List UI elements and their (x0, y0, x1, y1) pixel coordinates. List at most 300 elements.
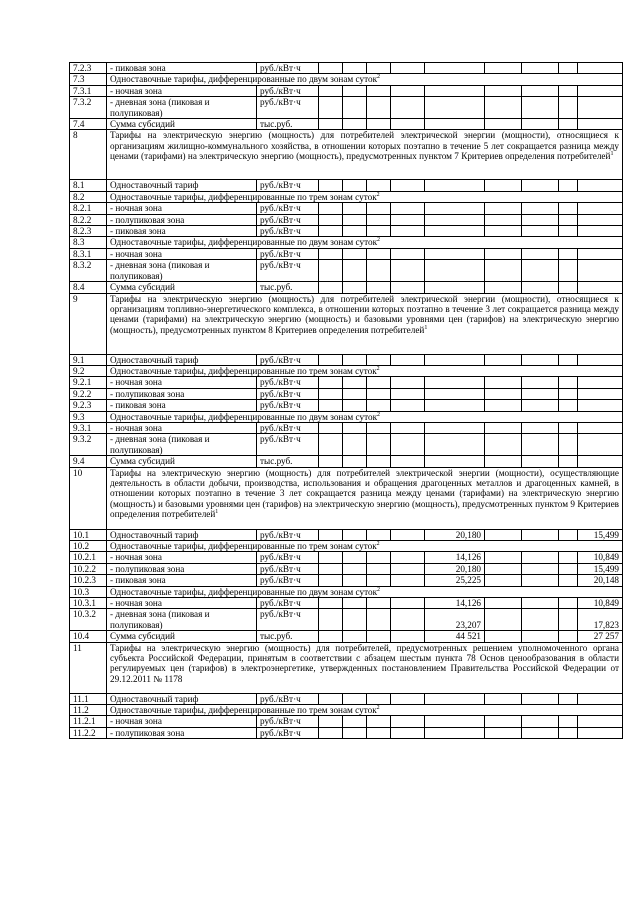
value-cell (425, 388, 485, 399)
value-cell (319, 226, 343, 237)
value-cell (522, 63, 559, 74)
value-cell (367, 260, 391, 282)
value-cell (578, 400, 623, 411)
value-cell (522, 434, 559, 456)
row-code: 7.3.2 (70, 97, 107, 119)
row-name: - ночная зона (107, 552, 257, 563)
row-code: 9.4 (70, 456, 107, 467)
value-cell (485, 119, 522, 130)
row-code: 11.2.2 (70, 727, 107, 738)
value-cell (425, 434, 485, 456)
value-cell (343, 282, 367, 293)
table-row (70, 282, 623, 293)
value-cell (391, 119, 425, 130)
row-code: 10.3.2 (70, 609, 107, 631)
value-cell (485, 377, 522, 388)
value-cell (559, 119, 578, 130)
value-cell (391, 434, 425, 456)
value-cell (319, 97, 343, 119)
value-cell (559, 563, 578, 574)
row-name: - полупиковая зона (107, 563, 257, 574)
value-cell (319, 716, 343, 727)
value-cell (578, 260, 623, 282)
row-unit: руб./кВт·ч (257, 693, 319, 704)
row-code: 7.4 (70, 119, 107, 130)
value-cell (367, 552, 391, 563)
value-cell (522, 631, 559, 642)
value-cell (367, 63, 391, 74)
value-cell (522, 529, 559, 540)
value-cell (367, 226, 391, 237)
value-cell (391, 214, 425, 225)
value-cell (319, 456, 343, 467)
row-unit: руб./кВт·ч (257, 609, 319, 631)
row-code: 7.2.3 (70, 63, 107, 74)
value-cell: 14,126 (425, 598, 485, 609)
value-cell (367, 693, 391, 704)
row-name: Одноставочный тариф (107, 693, 257, 704)
row-text: Одноставочные тарифы, дифференцированные по двум зонам суток (110, 411, 378, 422)
row-name: Сумма субсидий (107, 456, 257, 467)
value-cell (319, 631, 343, 642)
row-unit: руб./кВт·ч (257, 180, 319, 191)
group-heading (107, 705, 623, 716)
value-cell (485, 529, 522, 540)
table-row (70, 552, 623, 563)
row-code: 8 (70, 130, 107, 180)
value-cell (367, 529, 391, 540)
value-cell (391, 456, 425, 467)
group-heading (107, 191, 623, 202)
value-cell (425, 203, 485, 214)
value-cell (485, 456, 522, 467)
value-cell (425, 248, 485, 259)
value-cell (522, 97, 559, 119)
table-row (70, 63, 623, 74)
value-cell (391, 180, 425, 191)
row-unit: руб./кВт·ч (257, 97, 319, 119)
row-code: 9.1 (70, 354, 107, 365)
row-name: Одноставочный тариф (107, 180, 257, 191)
row-code: 11.2.1 (70, 716, 107, 727)
value-cell (391, 282, 425, 293)
value-cell (522, 563, 559, 574)
value-cell (425, 400, 485, 411)
value-cell (367, 180, 391, 191)
value-cell (425, 85, 485, 96)
value-cell: 10,849 (578, 598, 623, 609)
row-text: Тарифы на электрическую энергию (мощность) для потребителей, предусмотренных решением уполномоченного органа субъекта Российской Федерации, принятым в соответствии с абзацем шестым пункта 78 Основ ценообразования в области регулируемых цен (тарифов) в электроэнергетике, утвержденных постановлением Правительства Российской Федерации от 29.12.2011 № 1178 (110, 642, 619, 684)
value-cell (425, 716, 485, 727)
row-name: - ночная зона (107, 422, 257, 433)
table-row (70, 540, 623, 551)
value-cell (425, 226, 485, 237)
value-cell (367, 434, 391, 456)
value-cell: 44 521 (425, 631, 485, 642)
table-row (70, 434, 623, 456)
row-unit: руб./кВт·ч (257, 248, 319, 259)
value-cell (485, 248, 522, 259)
value-cell (522, 180, 559, 191)
value-cell (319, 203, 343, 214)
tariff-table (69, 62, 623, 739)
value-cell (367, 377, 391, 388)
value-cell (391, 716, 425, 727)
value-cell (578, 422, 623, 433)
row-unit: тыс.руб. (257, 631, 319, 642)
value-cell (391, 260, 425, 282)
table-row (70, 727, 623, 738)
row-code: 7.3.1 (70, 85, 107, 96)
value-cell (367, 609, 391, 631)
value-cell (425, 282, 485, 293)
value-cell (522, 354, 559, 365)
value-cell: 25,225 (425, 575, 485, 586)
value-cell (425, 693, 485, 704)
value-cell (319, 119, 343, 130)
group-heading (107, 540, 623, 551)
row-code: 9.3.2 (70, 434, 107, 456)
value-cell (485, 609, 522, 631)
group-heading (107, 237, 623, 248)
value-cell (391, 693, 425, 704)
value-cell (391, 552, 425, 563)
row-name: - ночная зона (107, 85, 257, 96)
row-name: - ночная зона (107, 598, 257, 609)
value-cell (578, 377, 623, 388)
value-cell (343, 716, 367, 727)
footnote-mark: 1 (424, 324, 428, 331)
row-text: Одноставочные тарифы, дифференцированные по трем зонам суток (110, 540, 377, 551)
table-row (70, 586, 623, 597)
value-cell (559, 529, 578, 540)
value-cell (559, 63, 578, 74)
row-unit: руб./кВт·ч (257, 377, 319, 388)
table-row (70, 226, 623, 237)
value-cell (343, 529, 367, 540)
row-code: 8.4 (70, 282, 107, 293)
row-code: 10 (70, 467, 107, 529)
table-row (70, 388, 623, 399)
value-cell (425, 260, 485, 282)
value-cell: 17,823 (578, 609, 623, 631)
value-cell (343, 354, 367, 365)
row-text: Одноставочные тарифы, дифференцированные по двум зонам суток (110, 586, 378, 597)
row-name: - ночная зона (107, 248, 257, 259)
value-cell (367, 400, 391, 411)
footnote-mark: 2 (376, 540, 380, 547)
value-cell (559, 203, 578, 214)
row-unit: руб./кВт·ч (257, 575, 319, 586)
section-description (107, 642, 623, 693)
row-unit: руб./кВт·ч (257, 354, 319, 365)
row-text: Одноставочные тарифы, дифференцированные по двум зонам суток (110, 74, 378, 85)
section-description (107, 293, 623, 354)
value-cell (578, 282, 623, 293)
row-name: - ночная зона (107, 716, 257, 727)
value-cell (485, 693, 522, 704)
value-cell (367, 248, 391, 259)
row-code: 8.2.3 (70, 226, 107, 237)
value-cell (367, 598, 391, 609)
value-cell: 20,180 (425, 563, 485, 574)
value-cell (319, 85, 343, 96)
value-cell (391, 529, 425, 540)
value-cell (578, 456, 623, 467)
value-cell (578, 434, 623, 456)
row-code: 8.2.1 (70, 203, 107, 214)
value-cell (559, 180, 578, 191)
value-cell (391, 354, 425, 365)
row-unit: тыс.руб. (257, 282, 319, 293)
value-cell (485, 226, 522, 237)
table-row (70, 642, 623, 693)
row-name: Одноставочный тариф (107, 354, 257, 365)
value-cell (559, 85, 578, 96)
value-cell (425, 180, 485, 191)
value-cell: 15,499 (578, 563, 623, 574)
value-cell (343, 456, 367, 467)
value-cell (425, 377, 485, 388)
group-heading (107, 74, 623, 85)
value-cell (425, 456, 485, 467)
value-cell (522, 214, 559, 225)
table-row (70, 400, 623, 411)
table-row (70, 422, 623, 433)
row-text: Тарифы на электрическую энергию (мощность) для потребителей электрической энергии (мощности), относящиеся к организациям топливно-энергетического комплекса, в отношении которых поэтапно в течение 3 лет сокращается разница между ценами (тарифами) на электрическую энергию (мощность) и базовыми уровнями цен (тарифов) на электрическую энергию (мощность), предусмотренных пунктом 8 Критериев определения потребителей (110, 293, 619, 335)
row-text: Одноставочные тарифы, дифференцированные по трем зонам суток (110, 191, 377, 202)
row-name: - дневная зона (пиковая и полупиковая) (107, 260, 257, 282)
value-cell (522, 119, 559, 130)
value-cell (391, 609, 425, 631)
value-cell (319, 214, 343, 225)
value-cell (343, 422, 367, 433)
row-code: 10.2.1 (70, 552, 107, 563)
value-cell (319, 180, 343, 191)
row-unit: руб./кВт·ч (257, 727, 319, 738)
value-cell (485, 63, 522, 74)
table-row (70, 365, 623, 376)
row-code: 8.3.2 (70, 260, 107, 282)
row-unit: руб./кВт·ч (257, 598, 319, 609)
value-cell (343, 180, 367, 191)
value-cell (559, 631, 578, 642)
value-cell (319, 529, 343, 540)
value-cell (559, 354, 578, 365)
row-name: Сумма субсидий (107, 119, 257, 130)
value-cell (391, 248, 425, 259)
row-code: 9.3.1 (70, 422, 107, 433)
row-code: 9.2.2 (70, 388, 107, 399)
value-cell (578, 119, 623, 130)
row-code: 9.2.1 (70, 377, 107, 388)
row-code: 9.2 (70, 365, 107, 376)
value-cell (559, 693, 578, 704)
value-cell (319, 260, 343, 282)
value-cell (319, 354, 343, 365)
footnote-mark: 1 (610, 151, 614, 158)
row-code: 10.2.2 (70, 563, 107, 574)
value-cell (319, 727, 343, 738)
value-cell (522, 598, 559, 609)
value-cell (578, 203, 623, 214)
value-cell (319, 388, 343, 399)
value-cell (367, 97, 391, 119)
value-cell (391, 598, 425, 609)
table-row (70, 119, 623, 130)
value-cell (343, 248, 367, 259)
value-cell (485, 388, 522, 399)
table-row (70, 705, 623, 716)
row-code: 10.2 (70, 540, 107, 551)
row-unit: тыс.руб. (257, 456, 319, 467)
value-cell (485, 260, 522, 282)
value-cell (485, 180, 522, 191)
value-cell (559, 552, 578, 563)
value-cell (319, 434, 343, 456)
value-cell (391, 203, 425, 214)
row-code: 10.3 (70, 586, 107, 597)
value-cell (367, 85, 391, 96)
row-unit: руб./кВт·ч (257, 203, 319, 214)
value-cell (343, 226, 367, 237)
value-cell (391, 377, 425, 388)
value-cell: 15,499 (578, 529, 623, 540)
table-row (70, 260, 623, 282)
value-cell (485, 85, 522, 96)
row-unit: руб./кВт·ч (257, 434, 319, 456)
row-code: 10.3.1 (70, 598, 107, 609)
group-heading (107, 365, 623, 376)
value-cell (559, 609, 578, 631)
value-cell (367, 716, 391, 727)
value-cell (391, 422, 425, 433)
table-row (70, 609, 623, 631)
value-cell (343, 631, 367, 642)
row-unit: руб./кВт·ч (257, 85, 319, 96)
value-cell (343, 97, 367, 119)
table-row (70, 693, 623, 704)
value-cell (319, 693, 343, 704)
row-name: - пиковая зона (107, 63, 257, 74)
value-cell (522, 226, 559, 237)
value-cell (522, 693, 559, 704)
value-cell (485, 434, 522, 456)
value-cell (522, 456, 559, 467)
value-cell (343, 377, 367, 388)
value-cell (367, 727, 391, 738)
row-unit: руб./кВт·ч (257, 226, 319, 237)
value-cell (559, 422, 578, 433)
value-cell (343, 575, 367, 586)
row-text: Одноставочные тарифы, дифференцированные по двум зонам суток (110, 237, 378, 248)
value-cell (485, 97, 522, 119)
value-cell (391, 97, 425, 119)
value-cell: 10,849 (578, 552, 623, 563)
value-cell (367, 203, 391, 214)
value-cell (578, 354, 623, 365)
value-cell (391, 226, 425, 237)
value-cell (559, 260, 578, 282)
value-cell (367, 563, 391, 574)
value-cell (578, 180, 623, 191)
value-cell (559, 97, 578, 119)
row-text: Одноставочные тарифы, дифференцированные по трем зонам суток (110, 365, 377, 376)
row-text: Одноставочные тарифы, дифференцированные по трем зонам суток (110, 705, 377, 716)
value-cell (578, 63, 623, 74)
value-cell (522, 85, 559, 96)
value-cell (319, 552, 343, 563)
value-cell (485, 422, 522, 433)
value-cell (319, 609, 343, 631)
row-name: - дневная зона (пиковая и полупиковая) (107, 434, 257, 456)
table-row (70, 293, 623, 354)
value-cell (425, 354, 485, 365)
value-cell (343, 552, 367, 563)
row-code: 7.3 (70, 74, 107, 85)
row-unit: тыс.руб. (257, 119, 319, 130)
value-cell (485, 727, 522, 738)
value-cell (343, 563, 367, 574)
section-description (107, 467, 623, 529)
row-code: 10.1 (70, 529, 107, 540)
value-cell (391, 388, 425, 399)
value-cell (343, 119, 367, 130)
row-code: 9 (70, 293, 107, 354)
table-row (70, 529, 623, 540)
value-cell (343, 214, 367, 225)
row-code: 11 (70, 642, 107, 693)
table-row (70, 237, 623, 248)
table-row (70, 180, 623, 191)
table-row (70, 354, 623, 365)
row-code: 11.1 (70, 693, 107, 704)
value-cell (578, 248, 623, 259)
value-cell (343, 400, 367, 411)
table-row (70, 598, 623, 609)
footnote-mark: 2 (376, 365, 380, 372)
row-code: 8.2.2 (70, 214, 107, 225)
section-description (107, 130, 623, 180)
footnote-mark: 2 (377, 586, 381, 593)
value-cell (391, 85, 425, 96)
value-cell (559, 226, 578, 237)
table-row (70, 716, 623, 727)
value-cell: 27 257 (578, 631, 623, 642)
footnote-mark: 1 (215, 509, 219, 516)
value-cell (391, 400, 425, 411)
value-cell (578, 226, 623, 237)
row-unit: руб./кВт·ч (257, 260, 319, 282)
row-name: - ночная зона (107, 203, 257, 214)
row-code: 8.2 (70, 191, 107, 202)
value-cell (319, 563, 343, 574)
row-unit: руб./кВт·ч (257, 529, 319, 540)
row-code: 8.1 (70, 180, 107, 191)
value-cell (559, 434, 578, 456)
value-cell (485, 552, 522, 563)
value-cell (319, 598, 343, 609)
row-code: 8.3 (70, 237, 107, 248)
row-unit: руб./кВт·ч (257, 716, 319, 727)
row-unit: руб./кВт·ч (257, 63, 319, 74)
value-cell (522, 203, 559, 214)
row-unit: руб./кВт·ч (257, 400, 319, 411)
value-cell (522, 575, 559, 586)
value-cell (485, 598, 522, 609)
value-cell (522, 716, 559, 727)
row-unit: руб./кВт·ч (257, 563, 319, 574)
